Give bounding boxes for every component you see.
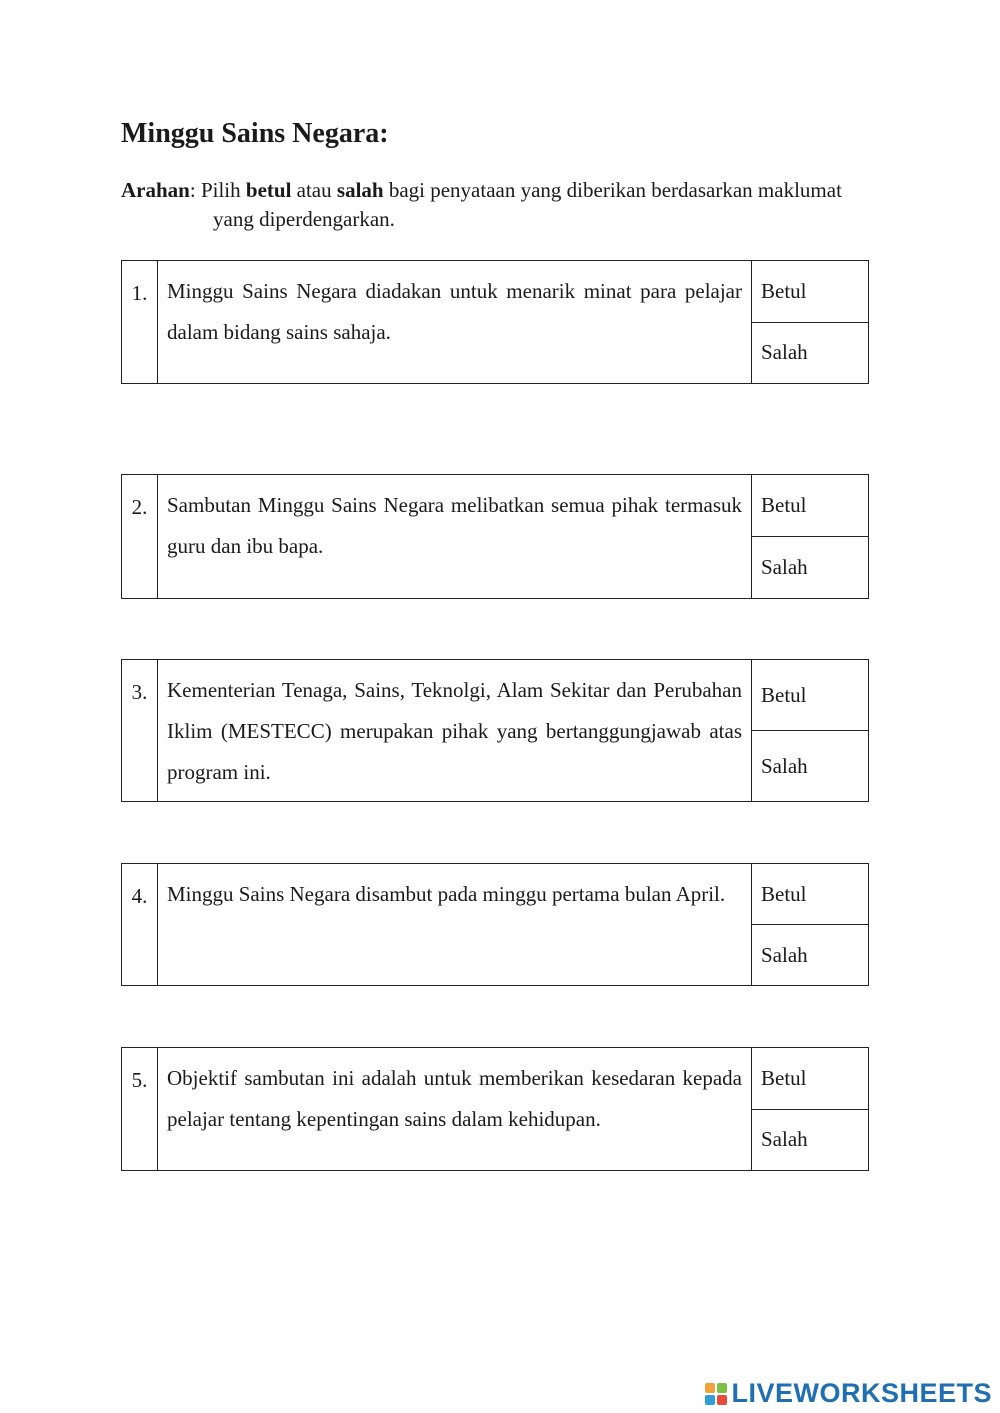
option-salah[interactable]: Salah [761,942,808,967]
question-text: Sambutan Minggu Sains Negara melibatkan semua pihak termasuk guru dan ibu bapa. [158,475,752,598]
option-betul[interactable]: Betul [752,1048,868,1110]
instruction-label: Arahan [121,178,190,202]
question-5 [121,1047,869,1171]
answer-options [752,475,868,598]
question-text: Minggu Sains Negara diadakan untuk menarik minat para pelajar dalam bidang sains sahaja. [158,261,752,383]
instruction [121,176,941,234]
option-salah[interactable]: Salah [761,340,808,365]
option-salah[interactable]: Salah [761,753,808,778]
question-number: 4. [122,864,158,985]
question-text: Objektif sambutan ini adalah untuk memberikan kesedaran kepada pelajar tentang kepentingan sains dalam kehidupan. [158,1048,752,1170]
question-number: 3. [122,660,158,801]
question-1 [121,260,869,384]
option-salah[interactable]: Salah [761,1127,808,1152]
option-salah[interactable]: Salah [761,555,808,579]
liveworksheets-logo-icon [705,1383,727,1405]
instruction-text-2: atau [291,178,337,202]
instruction-text-3: bagi penyataan yang diberikan berdasarkan maklumat [383,178,842,202]
instruction-text-1: Pilih [195,178,246,202]
question-number: 1. [122,261,158,383]
question-text: Minggu Sains Negara disambut pada minggu pertama bulan April. [158,864,752,985]
option-betul[interactable]: Betul [752,475,868,537]
option-betul[interactable]: Betul [752,261,868,323]
answer-options [752,864,868,985]
instruction-separator: : [189,178,196,202]
logo-square-1 [705,1383,715,1393]
instruction-betul: betul [245,178,292,202]
answer-options [752,1048,868,1170]
liveworksheets-logo [705,1378,992,1409]
question-4 [121,863,869,986]
logo-square-4 [717,1395,727,1405]
instruction-salah: salah [336,178,384,202]
question-number: 5. [122,1048,158,1170]
option-betul[interactable]: Betul [752,864,868,925]
question-3 [121,659,869,802]
logo-square-2 [717,1383,727,1393]
logo-square-3 [705,1395,715,1405]
option-betul[interactable]: Betul [752,660,868,731]
question-2 [121,474,869,599]
question-text: Kementerian Tenaga, Sains, Teknolgi, Alam Sekitar dan Perubahan Iklim (MESTECC) merupakan pihak yang bertanggungjawab atas program ini. [158,660,752,801]
answer-options [752,261,868,383]
question-number: 2. [122,475,158,598]
page-title: Minggu Sains Negara: [121,118,389,149]
instruction-line-2: yang diperdengarkan. [213,207,395,231]
answer-options [752,660,868,801]
logo-text: LIVEWORKSHEETS [731,1378,992,1408]
